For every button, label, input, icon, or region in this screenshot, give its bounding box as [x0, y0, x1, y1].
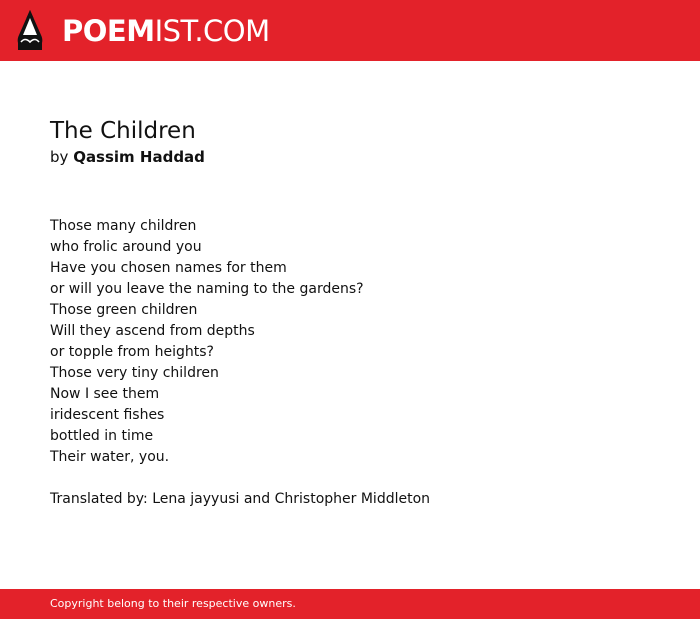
poem-line: Now I see them — [50, 386, 160, 402]
poem-line: or topple from heights? — [50, 344, 214, 360]
poem-line: Will they ascend from depths — [50, 323, 255, 339]
poem-line: bottled in time — [50, 428, 154, 444]
poem-body — [50, 216, 670, 468]
poem-line: Those green children — [50, 302, 198, 318]
copyright-notice: Copyright belong to their respective owners. — [50, 597, 296, 610]
poem-line: iridescent fishes — [50, 407, 165, 423]
poem-line: Have you chosen names for them — [50, 260, 287, 276]
poem-content — [50, 116, 670, 510]
poem-line: who frolic around you — [50, 239, 202, 255]
poem-title: The Children — [50, 118, 196, 144]
poem-line: Their water, you. — [50, 449, 170, 465]
logo-text-light: IST.COM — [154, 14, 270, 48]
poem-line: Those very tiny children — [50, 365, 219, 381]
site-logo[interactable] — [62, 13, 270, 49]
poem-byline — [50, 146, 670, 168]
pencil-tip-icon[interactable] — [17, 9, 43, 51]
poem-author: Qassim Haddad — [73, 148, 205, 166]
logo-text-bold: POEM — [62, 14, 155, 48]
by-label: by — [50, 148, 69, 166]
translator-credit: Translated by: Lena jayyusi and Christopher Middleton — [50, 491, 431, 507]
poem-line: or will you leave the naming to the gardens? — [50, 281, 364, 297]
site-header — [0, 0, 700, 61]
poem-line: Those many children — [50, 218, 197, 234]
site-footer — [0, 589, 700, 619]
